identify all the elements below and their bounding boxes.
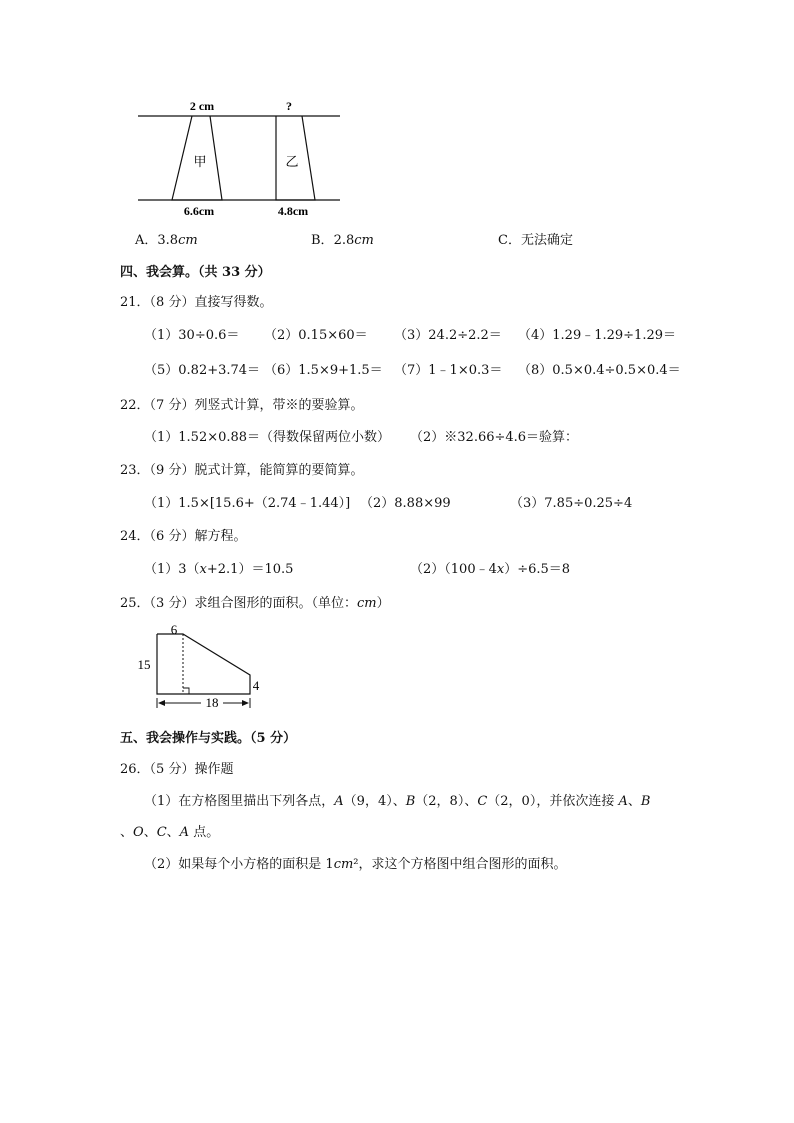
q25-stem: 25．（3 分）求组合图形的面积。（单位：cm）	[120, 596, 390, 611]
q24-item-1: （1）3（x+2.1）＝10.5	[144, 562, 294, 577]
label-top: 6	[170, 622, 178, 637]
top-left-label: 2 cm	[189, 99, 215, 113]
q26-line2-segment: A	[179, 825, 190, 840]
shape-b-label: 乙	[285, 154, 299, 169]
q23-item-2: （2）8.88×99	[360, 496, 451, 511]
q23-stem: 23．（9 分）脱式计算，能简算的要简算。	[120, 463, 364, 478]
q26-line-2	[120, 821, 219, 840]
label-bottom: 18	[205, 695, 219, 710]
q21-item-3: （3）24.2÷2.2＝	[394, 328, 502, 343]
q26-line1-segment: C	[477, 794, 488, 809]
label-right: 4	[252, 678, 260, 693]
q22-item-2: （2）※32.66÷4.6＝验算：	[410, 430, 579, 445]
q26-line2-segment: 、	[166, 825, 180, 840]
q26-line1-segment: （9，4）、	[343, 794, 406, 809]
q26-line2-segment: C	[156, 825, 167, 840]
q26-line1-segment: B	[640, 794, 651, 809]
q23-item-1: （1）1.5×[15.6+（2.74﹣1.44）]	[144, 496, 351, 511]
option-c[interactable]: C．无法确定	[498, 233, 573, 248]
bottom-left-label: 6.6cm	[183, 204, 215, 218]
composite-outline	[157, 634, 250, 694]
arrow-right	[242, 700, 249, 706]
q26-line3-segment: ，求这个方格图中组合图形的面积。	[358, 857, 567, 872]
q26-line3-segment: ²	[353, 857, 359, 872]
q21-stem: 21．（8 分）直接写得数。	[120, 295, 273, 310]
q23-item-3: （3）7.85÷0.25÷4	[510, 496, 633, 511]
q26-line1-segment: （1）在方格图里描出下列各点，	[144, 794, 335, 809]
q26-line2-segment: 、	[120, 825, 134, 840]
q26-line3-segment: cm	[333, 857, 354, 872]
q21-item-2: （2）0.15×60＝	[264, 328, 368, 343]
shape-a-label: 甲	[193, 154, 207, 169]
composite-figure	[134, 620, 266, 714]
q26-line1-segment: A	[618, 794, 628, 809]
q26-line2-segment: O	[133, 825, 144, 840]
option-b[interactable]: B．2.8cm	[311, 233, 374, 248]
q26-line2-segment: 、	[143, 825, 157, 840]
q22-item-1: （1）1.52×0.88＝（得数保留两位小数）	[144, 430, 391, 445]
q26-stem: 26．（5 分）操作题	[120, 762, 234, 777]
q21-item-6: （6）1.5×9+1.5＝	[264, 363, 383, 378]
q26-line-1	[144, 790, 650, 809]
q21-item-4: （4）1.29﹣1.29÷1.29＝	[518, 328, 676, 343]
q21-item-5: （5）0.82+3.74＝	[144, 363, 261, 378]
q26-line-3	[144, 853, 567, 872]
q26-line1-segment: B	[405, 794, 416, 809]
bottom-right-label: 4.8cm	[277, 204, 309, 218]
q21-item-8: （8）0.5×0.4÷0.5×0.4＝	[518, 363, 681, 378]
right-angle-mark	[183, 688, 189, 694]
label-left: 15	[137, 657, 151, 672]
q22-stem: 22．（7 分）列竖式计算，带※的要验算。	[120, 398, 364, 413]
q26-line3-segment: （2）如果每个小方格的面积是 1	[144, 857, 334, 872]
section-5-title: 五、我会操作与实践。（5 分）	[120, 731, 297, 746]
top-right-label: ?	[286, 99, 292, 113]
q21-item-1: （1）30÷0.6＝	[144, 328, 240, 343]
option-a[interactable]: A．3.8cm	[135, 233, 198, 248]
q21-item-7: （7）1﹣1×0.3＝	[394, 363, 503, 378]
trapezoid-figure	[134, 94, 346, 218]
section-4-title: 四、我会算。（共 33 分）	[120, 265, 271, 280]
q26-line1-segment: （2，8）、	[415, 794, 478, 809]
q26-line2-segment: 点。	[189, 825, 220, 840]
q24-stem: 24．（6 分）解方程。	[120, 529, 247, 544]
q26-line1-segment: （2，0），并依次连接	[487, 794, 619, 809]
q24-item-2: （2）（100﹣4x）÷6.5＝8	[410, 562, 571, 577]
arrow-left	[158, 700, 165, 706]
q26-line1-segment: 、	[627, 794, 641, 809]
q26-line1-segment: A	[334, 794, 344, 809]
